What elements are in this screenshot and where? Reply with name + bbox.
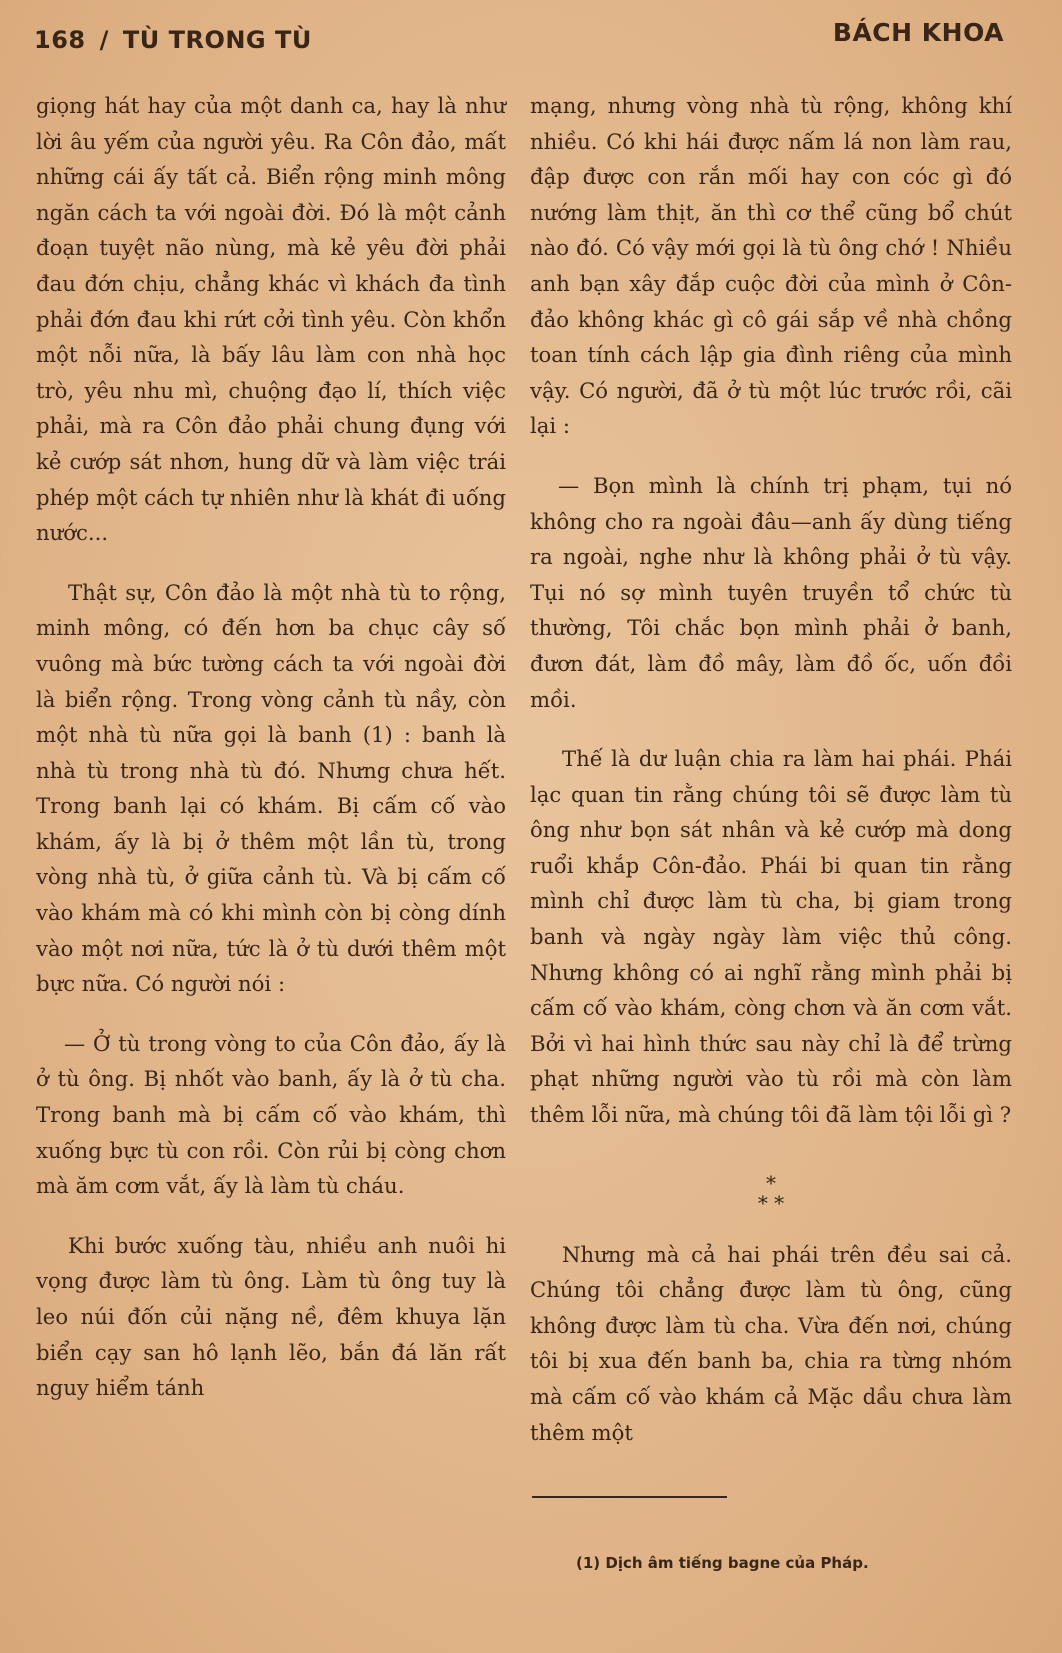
paragraph: Khi bước xuống tàu, nhiều anh nuôi hi vọng được làm tù ông. Làm tù ông tuy là leo núi đốn củi nặng nề, đêm khuya lặn biển cạy san hô lạnh lẽo, bắn đá lăn rất nguy hiểm tánh	[36, 1232, 506, 1401]
footnote: (1) Dịch âm tiếng bagne của Pháp.	[576, 1554, 869, 1572]
paragraph: giọng hát hay của một danh ca, hay là như lời âu yếm của người yêu. Ra Côn đảo, mất những cái ấy tất cả. Biển rộng minh mông ngăn cách ta với ngoài đời. Đó là một cảnh đoạn tuyệt não nùng, mà kẻ yêu đời phải đau đớn chịu, chẳng khác vì khách đa tình phải đớn đau khi rứt cởi tình yêu. Còn khổn một nỗi nữa, là bấy lâu làm con nhà học trò, yêu nhu mì, chuộng đạo lí, thích việc phải, mà ra Côn đảo phải chung đụng với kẻ cướp sát nhơn, hung dữ và làm việc trái phép một cách tự nhiên như là khát đi uống nước...	[36, 93, 506, 546]
page-header	[34, 18, 1004, 68]
header-separator: /	[99, 26, 109, 54]
right-column	[530, 88, 1012, 1450]
paragraph: Thật sự, Côn đảo là một nhà tù to rộng, minh mông, có đến hơn ba chục cây số vuông mà bức tường cách ta với ngoài đời là biển rộng. Trong vòng cảnh tù nầy, còn một nhà tù nữa gọi là banh (1) : banh là nhà tù trong nhà tù đó. Nhưng chưa hết. Trong banh lại có khám. Bị cấm cố vào khám, ấy là bị ở thêm một lần tù, trong vòng nhà tù, ở giữa cảnh tù. Và bị cấm cố vào khám mà có khi mình còn bị còng dính vào một nơi nữa, tức là ở tù dưới thêm một bực nữa. Có người nói :	[36, 579, 506, 997]
left-column	[36, 88, 506, 1406]
section-break-stars	[530, 1170, 1012, 1215]
star-top: *	[766, 1170, 776, 1195]
paragraph: Nhưng mà cả hai phái trên đều sai cả. Chúng tôi chẳng được làm tù ông, cũng không được làm tù cha. Vừa đến nơi, chúng tôi bị xua đến banh ba, chia ra từng nhóm mà cấm cố vào khám cả Mặc dầu chưa làm thêm một	[530, 1241, 1012, 1445]
paragraph: mạng, nhưng vòng nhà tù rộng, không khí nhiều. Có khi hái được nấm lá non làm rau, đập được con rắn mối hay con cóc gì đó nướng làm thịt, ăn thì cơ thể cũng bổ chút nào đó. Có vậy mới gọi là tù ông chớ ! Nhiều anh bạn xây đắp cuộc đời của mình ở Côn-đảo không khác gì cô gái sắp về nhà chồng toan tính cách lập gia đình riêng của mình vậy. Có người, đã ở tù một lúc trước rồi, cãi lại :	[530, 93, 1012, 439]
paragraph: Thế là dư luận chia ra làm hai phái. Phái lạc quan tin rằng chúng tôi sẽ được làm tù ông như bọn sát nhân và kẻ cướp mà dong ruổi khắp Côn-đảo. Phái bi quan tin rằng mình chỉ được làm tù cha, bị giam trong banh và ngày ngày làm việc thủ công. Nhưng không có ai nghĩ rằng mình phải bị cấm cố vào khám, còng chơn và ăn cơm vắt. Bởi vì hai hình thức sau này chỉ là để trừng phạt những người vào tù rồi mà còn làm thêm lỗi nữa, mà chúng tôi đã làm tội lỗi gì ?	[530, 746, 1012, 1128]
paragraph: — Ở tù trong vòng to của Côn đảo, ấy là ở tù ông. Bị nhốt vào banh, ấy là ở tù cha. Trong banh mà bị cấm cố vào khám, thì xuống bực tù con rồi. Còn rủi bị còng chơn mà ăm cơm vắt, ấy là làm tù cháu.	[36, 1030, 506, 1199]
magazine-title: BÁCH KHOA	[832, 18, 1004, 47]
footnote-divider	[532, 1496, 727, 1498]
header-left	[34, 26, 312, 54]
section-title: TÙ TRONG TÙ	[122, 26, 312, 54]
paragraph: — Bọn mình là chính trị phạm, tụi nó không cho ra ngoài đâu—anh ấy dùng tiếng ra ngoài, nghe như là không phải ở tù vậy. Tụi nó sợ mình tuyên truyền tổ chức tù thường, Tôi chắc bọn mình phải ở banh, đươn đát, làm đồ mây, làm đồ ốc, uốn đồi mồi.	[530, 472, 1012, 712]
star-bottom: * *	[757, 1190, 785, 1215]
page-number: 168	[34, 26, 86, 54]
